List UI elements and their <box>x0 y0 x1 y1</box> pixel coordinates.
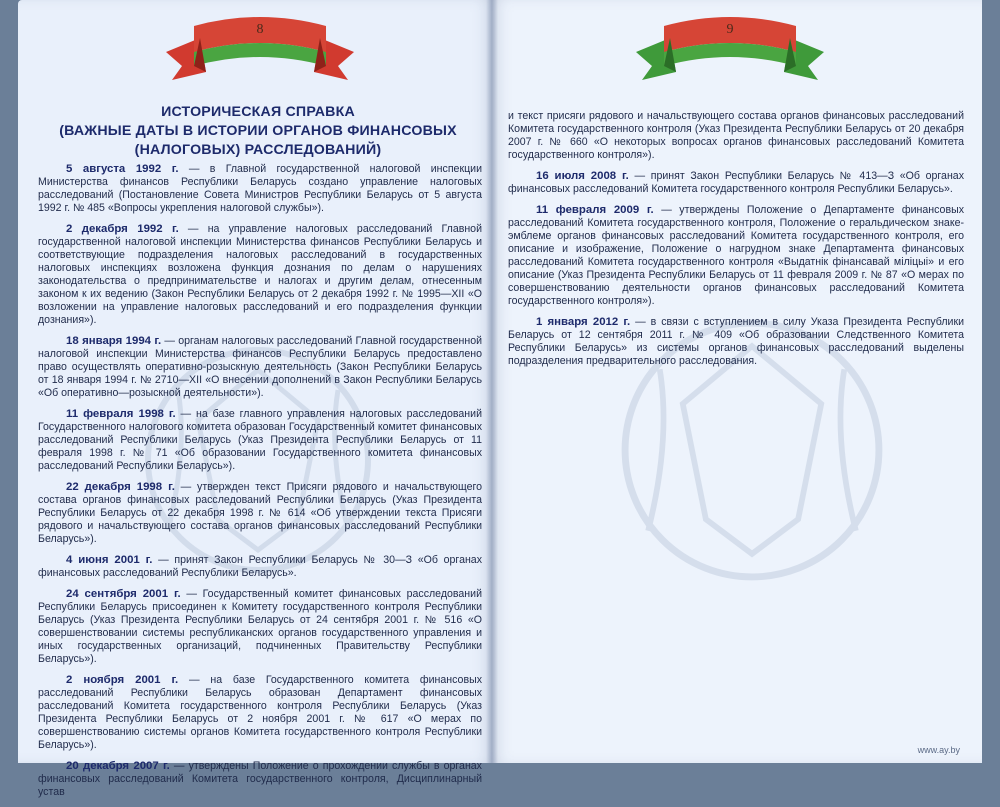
page-number: 9 <box>726 22 734 37</box>
entry-text: — на базе Государственного комитета финансовых расследований Республики Беларусь образован Департамент финансовых расследований Комитета государственного контроля Республики Беларусь (Указ Президента Республики Беларусь от 2 ноября 2001 г. № 617 «О мерах по совершенствованию системы органов Комитета государственного контроля Республики Беларусь»). <box>38 674 482 751</box>
history-entry <box>508 316 964 368</box>
history-entry <box>38 674 482 752</box>
entry-date: 11 февраля 2009 г. <box>536 204 654 216</box>
history-entry <box>38 588 482 666</box>
site-watermark: www.ay.by <box>917 745 960 755</box>
entry-date: 1 января 2012 г. <box>536 316 631 328</box>
entry-text: — принят Закон Республики Беларусь № 30—З «Об органах финансовых расследований Республики Беларусь». <box>38 554 482 579</box>
heading-line-3: (НАЛОГОВЫХ) РАССЛЕДОВАНИЙ) <box>134 142 382 158</box>
history-entry <box>38 223 482 327</box>
history-entry <box>38 163 482 215</box>
entry-date: 5 августа 1992 г. <box>66 163 179 175</box>
left-page <box>18 0 492 798</box>
right-column <box>508 110 964 376</box>
history-entry <box>508 204 964 308</box>
entry-date: 18 января 1994 г. <box>66 335 162 347</box>
history-entry <box>38 760 482 799</box>
entry-date: 4 июня 2001 г. <box>66 554 153 566</box>
entry-date: 24 сентября 2001 г. <box>66 588 181 600</box>
heading-line-2: (ВАЖНЫЕ ДАТЫ В ИСТОРИИ ОРГАНОВ ФИНАНСОВЫХ <box>59 123 457 139</box>
flag-ribbon-icon <box>160 8 360 88</box>
entry-date: 2 декабря 1992 г. <box>66 223 179 235</box>
right-page <box>492 0 982 763</box>
entry-text: — на управление налоговых расследований Главной государственной налоговой инспекции Министерства финансов Республики Беларусь и соответствующие подразделения налоговых расследований в государственных налоговых инспекциях возложена функция дознания по делам о нарушениях законодательства о предпринимательстве и налогах и другим делам, отнесенным законом к их ведению (Закон Республики Беларусь от 2 декабря 1992 г. № 1995—XII «О возложении на управление налоговых расследований и его подразделения функции дознания»). <box>38 223 482 326</box>
heading-line-1: ИСТОРИЧЕСКАЯ СПРАВКА <box>161 104 355 120</box>
history-entry <box>38 335 482 400</box>
entry-text: — на базе главного управления налоговых расследований Государственного налогового комитета образован Государственный комитет финансовых расследований Республики Беларусь (Указ Президента Республики Беларусь от 11 февраля 1998 г. № 71 «Об образовании Государственного комитета финансовых расследований Республики Беларусь»). <box>38 408 482 472</box>
page-number: 8 <box>256 22 264 37</box>
entry-text: — утверждены Положение о Департаменте финансовых расследований Комитета государственного контроля, Положение о геральдическом знаке-эмблеме органов финансовых расследований Комитета государственного контроля, его описание и изображение, Положение о нагрудном знаке Департамента финансовых расследований Комитета государственного контроля «Выдатнік фінансавай міліцыі» и его описание (Указ Президента Республики Беларусь от 11 февраля 2009 г. № 87 «О мерах по совершенствованию деятельности органов финансовых расследований Комитета государственного контроля»). <box>508 204 964 307</box>
history-entry <box>38 481 482 546</box>
history-entry <box>38 554 482 580</box>
entry-text: — органам налоговых расследований Главной государственной налоговой инспекции Министерства финансов Республики Беларусь предоставлено право осуществлять оперативно-розыскную деятельность (Закон Республики Беларусь от 18 января 1994 г. № 2710—XII «О внесении дополнений в Закон Республики Беларусь «Об оперативно—розыскной деятельности»). <box>38 335 482 399</box>
entry-text: — Государственный комитет финансовых расследований Республики Беларусь присоединен к Комитету государственного контроля Республики Беларусь (Указ Президента Республики Беларусь от 24 сентября 2001 г. № 516 «О совершенствовании системы республиканских органов государственного управления и иных государственных организаций, подчиненных Правительству Республики Беларусь»). <box>38 588 482 665</box>
entry-text: — принят Закон Республики Беларусь № 413—З «Об органах финансовых расследований Комитета государственного контроля Республики Беларусь». <box>508 170 964 195</box>
entry-text: — утвержден текст Присяги рядового и начальствующего состава органов финансовых расследований Республики Беларусь (Указ Президента Республики Беларусь от 22 декабря 1998 г. № 614 «Об утверждении текста Присяги рядового и начальствующего состава органов финансовых расследований Республики Беларусь»). <box>38 481 482 545</box>
entry-text: — в Главной государственной налоговой инспекции Министерства финансов Республики Беларусь создано управление налоговых расследований (Постановление Совета Министров Республики Беларусь от 5 августа 1992 г. № 485 «Вопросы укрепления налоговой службы»). <box>38 163 482 214</box>
entry-text: и текст присяги рядового и начальствующего состава органов финансовых расследований Комитета государственного контроля (Указ Президента Республики Беларусь от 20 декабря 2007 г. № 660 «О некоторых вопросах органов финансовых расследований Комитета государственного контроля»). <box>508 110 964 161</box>
entry-date: 20 декабря 2007 г. <box>66 760 170 772</box>
left-column <box>38 163 482 807</box>
entry-date: 2 ноября 2001 г. <box>66 674 179 686</box>
flag-ribbon-icon <box>630 8 830 88</box>
history-entry <box>508 110 964 162</box>
entry-text: — утверждены Положение о прохождении службы в органах финансовых расследований Комитета государственного контроля, Дисциплинарный устав <box>38 760 482 798</box>
history-entry <box>508 170 964 196</box>
history-entry <box>38 408 482 473</box>
entry-text: — в связи с вступлением в силу Указа Президента Республики Беларусь от 12 сентября 2011 г. № 409 «Об образовании Следственного Комитета Республики Беларусь» из системы органов финансовых расследований выделены подразделения предварительного расследования. <box>508 316 964 367</box>
book-gutter <box>486 0 498 763</box>
entry-date: 16 июля 2008 г. <box>536 170 629 182</box>
entry-date: 11 февраля 1998 г. <box>66 408 176 420</box>
entry-date: 22 декабря 1998 г. <box>66 481 175 493</box>
page-heading <box>38 103 478 160</box>
